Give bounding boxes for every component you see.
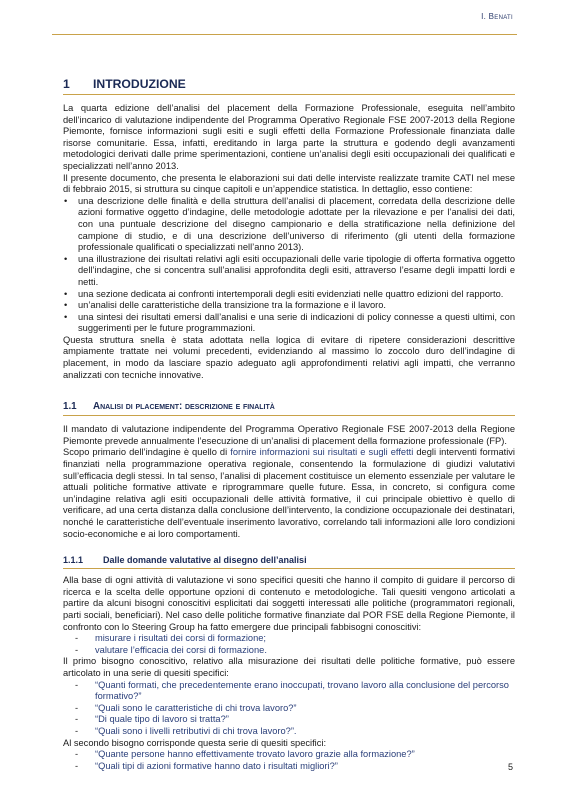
list-item-text: “Quanti formati, che precedentemente erano inoccupati, trovano lavoro alla conclusione del percorso formativo?” — [95, 679, 509, 702]
section-title: Dalle domande valutative al disegno dell’analisi — [103, 555, 307, 566]
paragraph — [63, 447, 515, 540]
dash-list — [63, 749, 515, 772]
list-item — [63, 761, 515, 773]
section-number: 1.1.1 — [63, 555, 84, 566]
list-item: • una descrizione delle finalità e della struttura dell’analisi di placement, corredata della descrizione delle azioni formative oggetto d’indagine, delle metodologie adottate per la rilevazione e per l’analisi dei dati, con una puntuale descrizione del disegno campionario e della stratificazione nella definizione del campione di studio, e di una descrizione dell’universo di riferimento (gli utenti della formazione professionale qualificati o specializzati nell’anno 2013). — [63, 196, 515, 254]
paragraph: Questa struttura snella è stata adottata nella logica di evitare di ripetere considerazioni descrittive ampiamente trattate nei volumi precedenti, evidenziando al massimo lo zoccolo duro dell’indagine di placement, in modo da lasciare spazio adeguato agli approfondimenti relativi agli impatti, che verranno analizzati con tecniche innovative. — [63, 334, 515, 380]
list-item-text: “Quali tipi di azioni formative hanno dato i risultati migliori?” — [95, 760, 338, 771]
section-number: 1.1 — [63, 401, 77, 413]
paragraph: Il presente documento, che presenta le elaborazioni sui dati delle interviste realizzate tramite CATI nel mese di febbraio 2015, si struttura su cinque capitoli e un’appendice statistica. In dettaglio, esso contiene: — [63, 172, 515, 195]
list-item — [63, 749, 515, 761]
section-heading-1-1-1 — [63, 555, 515, 569]
list-item: • un’analisi delle caratteristiche della transizione tra la formazione e il lavoro. — [63, 300, 515, 312]
list-item — [63, 680, 515, 703]
list-item — [63, 726, 515, 738]
section-title: INTRODUZIONE — [93, 77, 186, 91]
section-heading-1-1 — [63, 401, 515, 416]
document-body — [63, 77, 515, 772]
list-item — [63, 633, 515, 645]
bullet-list — [63, 196, 515, 335]
list-item: • una sintesi dei risultati emersi dall’analisi e una serie di indicazioni di policy connesse a questi ultimi, con suggerimenti per le future programmazioni. — [63, 312, 515, 335]
highlighted-text: fornire informazioni sui risultati e sugli effetti — [230, 447, 414, 458]
list-item — [63, 703, 515, 715]
paragraph: Il mandato di valutazione indipendente del Programma Operativo Regionale FSE 2007-2013 della Regione Piemonte prevede annualmente l’esecuzione di un’analisi di placement della formazione professionale (FP). — [63, 424, 515, 446]
section-title: Analisi di placement: descrizione e finalità — [93, 401, 275, 413]
list-item-text: misurare i risultati dei corsi di formazione; — [95, 633, 267, 644]
list-item — [63, 714, 515, 726]
dash-list — [63, 633, 515, 656]
list-item-text: “Quali sono i livelli retributivi di chi trova lavoro?”. — [95, 725, 297, 736]
header-divider — [52, 34, 517, 35]
paragraph: Al secondo bisogno corrisponde questa serie di quesiti specifici: — [63, 737, 327, 748]
section-number: 1 — [63, 77, 70, 91]
list-item-text: “Quali sono le caratteristiche di chi trova lavoro?” — [95, 702, 297, 713]
dash-list — [63, 680, 515, 738]
running-header-author: I. Benati — [481, 12, 513, 21]
paragraph: La quarta edizione dell’analisi del placement della Formazione Professionale, eseguita nell’ambito dell’incarico di valutazione indipendente del Programma Operativo Regionale FSE 2007-2013 della Regione Piemonte, fornisce informazioni sugli esiti e sugli effetti della Formazione Professionale finanziata dalle risorse comunitarie. Essa, infatti, ereditando in larga parte la struttura e godendo degli avanzamenti metodologici derivati dalle prime sperimentazioni, contiene un’analisi degli esiti occupazionali dei qualificati e specializzati nell’anno 2013. — [63, 103, 515, 171]
page-number: 5 — [507, 762, 513, 772]
section-heading-1 — [63, 77, 515, 95]
list-item-text: “Di quale tipo di lavoro si tratta?” — [95, 714, 229, 725]
text-run: degli interventi formativi finanziati nella programmazione operativa regionale, consentendo la formulazione di giudizi valutativi sull’efficacia degli stessi. In tal senso, l’analisi di placement costituisce un elemento essenziale per valutare le attuali politiche formative attivate e riprogrammare quelle future. Essa, in concreto, si configura come un’indagine relativa agli esiti occupazionali delle attività formative, il cui principale obiettivo è quello di verificare, ad una certa distanza dalla conclusione dell’intervento, la condizione occupazionale dei destinatari, nonché le caratteristiche dell’eventuale inserimento lavorativo, correlando tali informazioni alle loro condizioni socio-economiche e ai loro comportamenti. — [63, 447, 515, 539]
paragraph: Il primo bisogno conoscitivo, relativo alla misurazione dei risultati delle politiche formative, può essere articolato in una serie di quesiti specifici: — [63, 656, 515, 678]
list-item: • una illustrazione dei risultati relativi agli esiti occupazionali delle varie tipologie di offerta formativa oggetto dell’indagine, che si concentra sull’analisi approfondita degli esiti, attraverso l’esame degli impatti lordi e netti. — [63, 254, 515, 289]
list-item-text: valutare l’efficacia dei corsi di formazione. — [95, 644, 267, 655]
list-item: • una sezione dedicata ai confronti intertemporali degli esiti evidenziati nelle quattro edizioni del rapporto. — [63, 289, 515, 301]
list-item — [63, 645, 515, 657]
list-item-text: “Quante persone hanno effettivamente trovato lavoro grazie alla formazione?” — [95, 749, 415, 760]
paragraph: Alla base di ogni attività di valutazione vi sono specifici quesiti che hanno il compito di guidare il percorso di ricerca e la scelta delle opportune opzioni di contenuto e metodologiche. Tali quesiti vengono articolati a partire da alcuni bisogni conoscitivi esplicitati dai soggetti interessati alle politiche (programmatori regionali, parti sociali, beneficiari). Nel caso delle politiche formative finanziate dal POR FSE della Regione Piemonte, il confronto con lo Steering Group ha fatto emergere due principali fabbisogni conoscitivi: — [63, 575, 515, 632]
text-run: Scopo primario dell’indagine è quello di — [63, 447, 231, 458]
